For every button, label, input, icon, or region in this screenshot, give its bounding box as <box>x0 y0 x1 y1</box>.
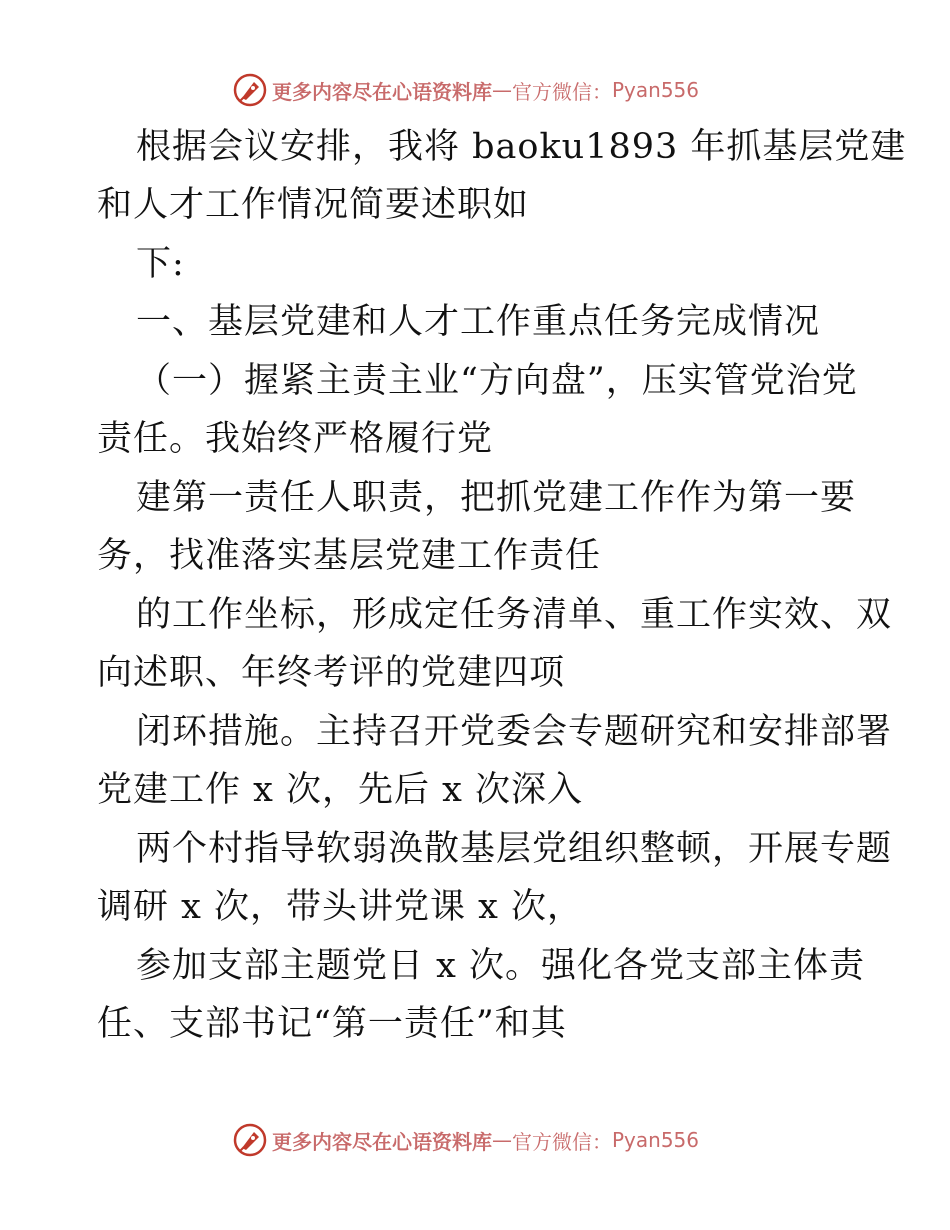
body-line: 根据会议安排，我将 baoku1893 年抓基层党建 <box>136 127 907 167</box>
body-line: 建第一责任人职责，把抓党建工作作为第一要 <box>136 478 857 518</box>
footer-watermark <box>232 1120 699 1160</box>
section-heading: 一、基层党建和人才工作重点任务完成情况 <box>136 302 821 342</box>
watermark-label: 官方微信： <box>512 1129 612 1154</box>
body-line: 下: <box>136 244 185 284</box>
watermark-separator: — <box>492 1128 512 1152</box>
body-line: 和人才工作情况简要述职如 <box>97 185 530 225</box>
watermark-text: 更多内容尽在心语资料库 <box>272 1129 492 1154</box>
watermark-id: Pyan556 <box>612 78 700 102</box>
body-line: 闭环措施。主持召开党委会专题研究和安排部署 <box>136 712 893 752</box>
body-line: 任、支部书记“第一责任”和其 <box>97 1004 567 1044</box>
pen-nib-logo-icon <box>232 1122 268 1158</box>
body-line: 两个村指导软弱涣散基层党组织整顿，开展专题 <box>136 829 893 869</box>
header-watermark <box>232 70 699 110</box>
body-line: 党建工作 x 次，先后 x 次深入 <box>97 770 583 810</box>
body-line: （一）握紧主责主业“方向盘”，压实管党治党 <box>136 361 858 401</box>
watermark-id: Pyan556 <box>612 1128 700 1152</box>
watermark-text: 更多内容尽在心语资料库 <box>272 79 492 104</box>
body-line: 调研 x 次，带头讲党课 x 次， <box>97 887 583 927</box>
body-line: 的工作坐标，形成定任务清单、重工作实效、双 <box>136 595 893 635</box>
body-line: 向述职、年终考评的党建四项 <box>97 653 566 693</box>
pen-nib-logo-icon <box>232 72 268 108</box>
body-line: 务，找准落实基层党建工作责任 <box>97 536 602 576</box>
body-line: 参加支部主题党日 x 次。强化各党支部主体责 <box>136 946 865 986</box>
watermark-separator: — <box>492 78 512 102</box>
watermark-label: 官方微信： <box>512 79 612 104</box>
body-line: 责任。我始终严格履行党 <box>97 419 494 459</box>
